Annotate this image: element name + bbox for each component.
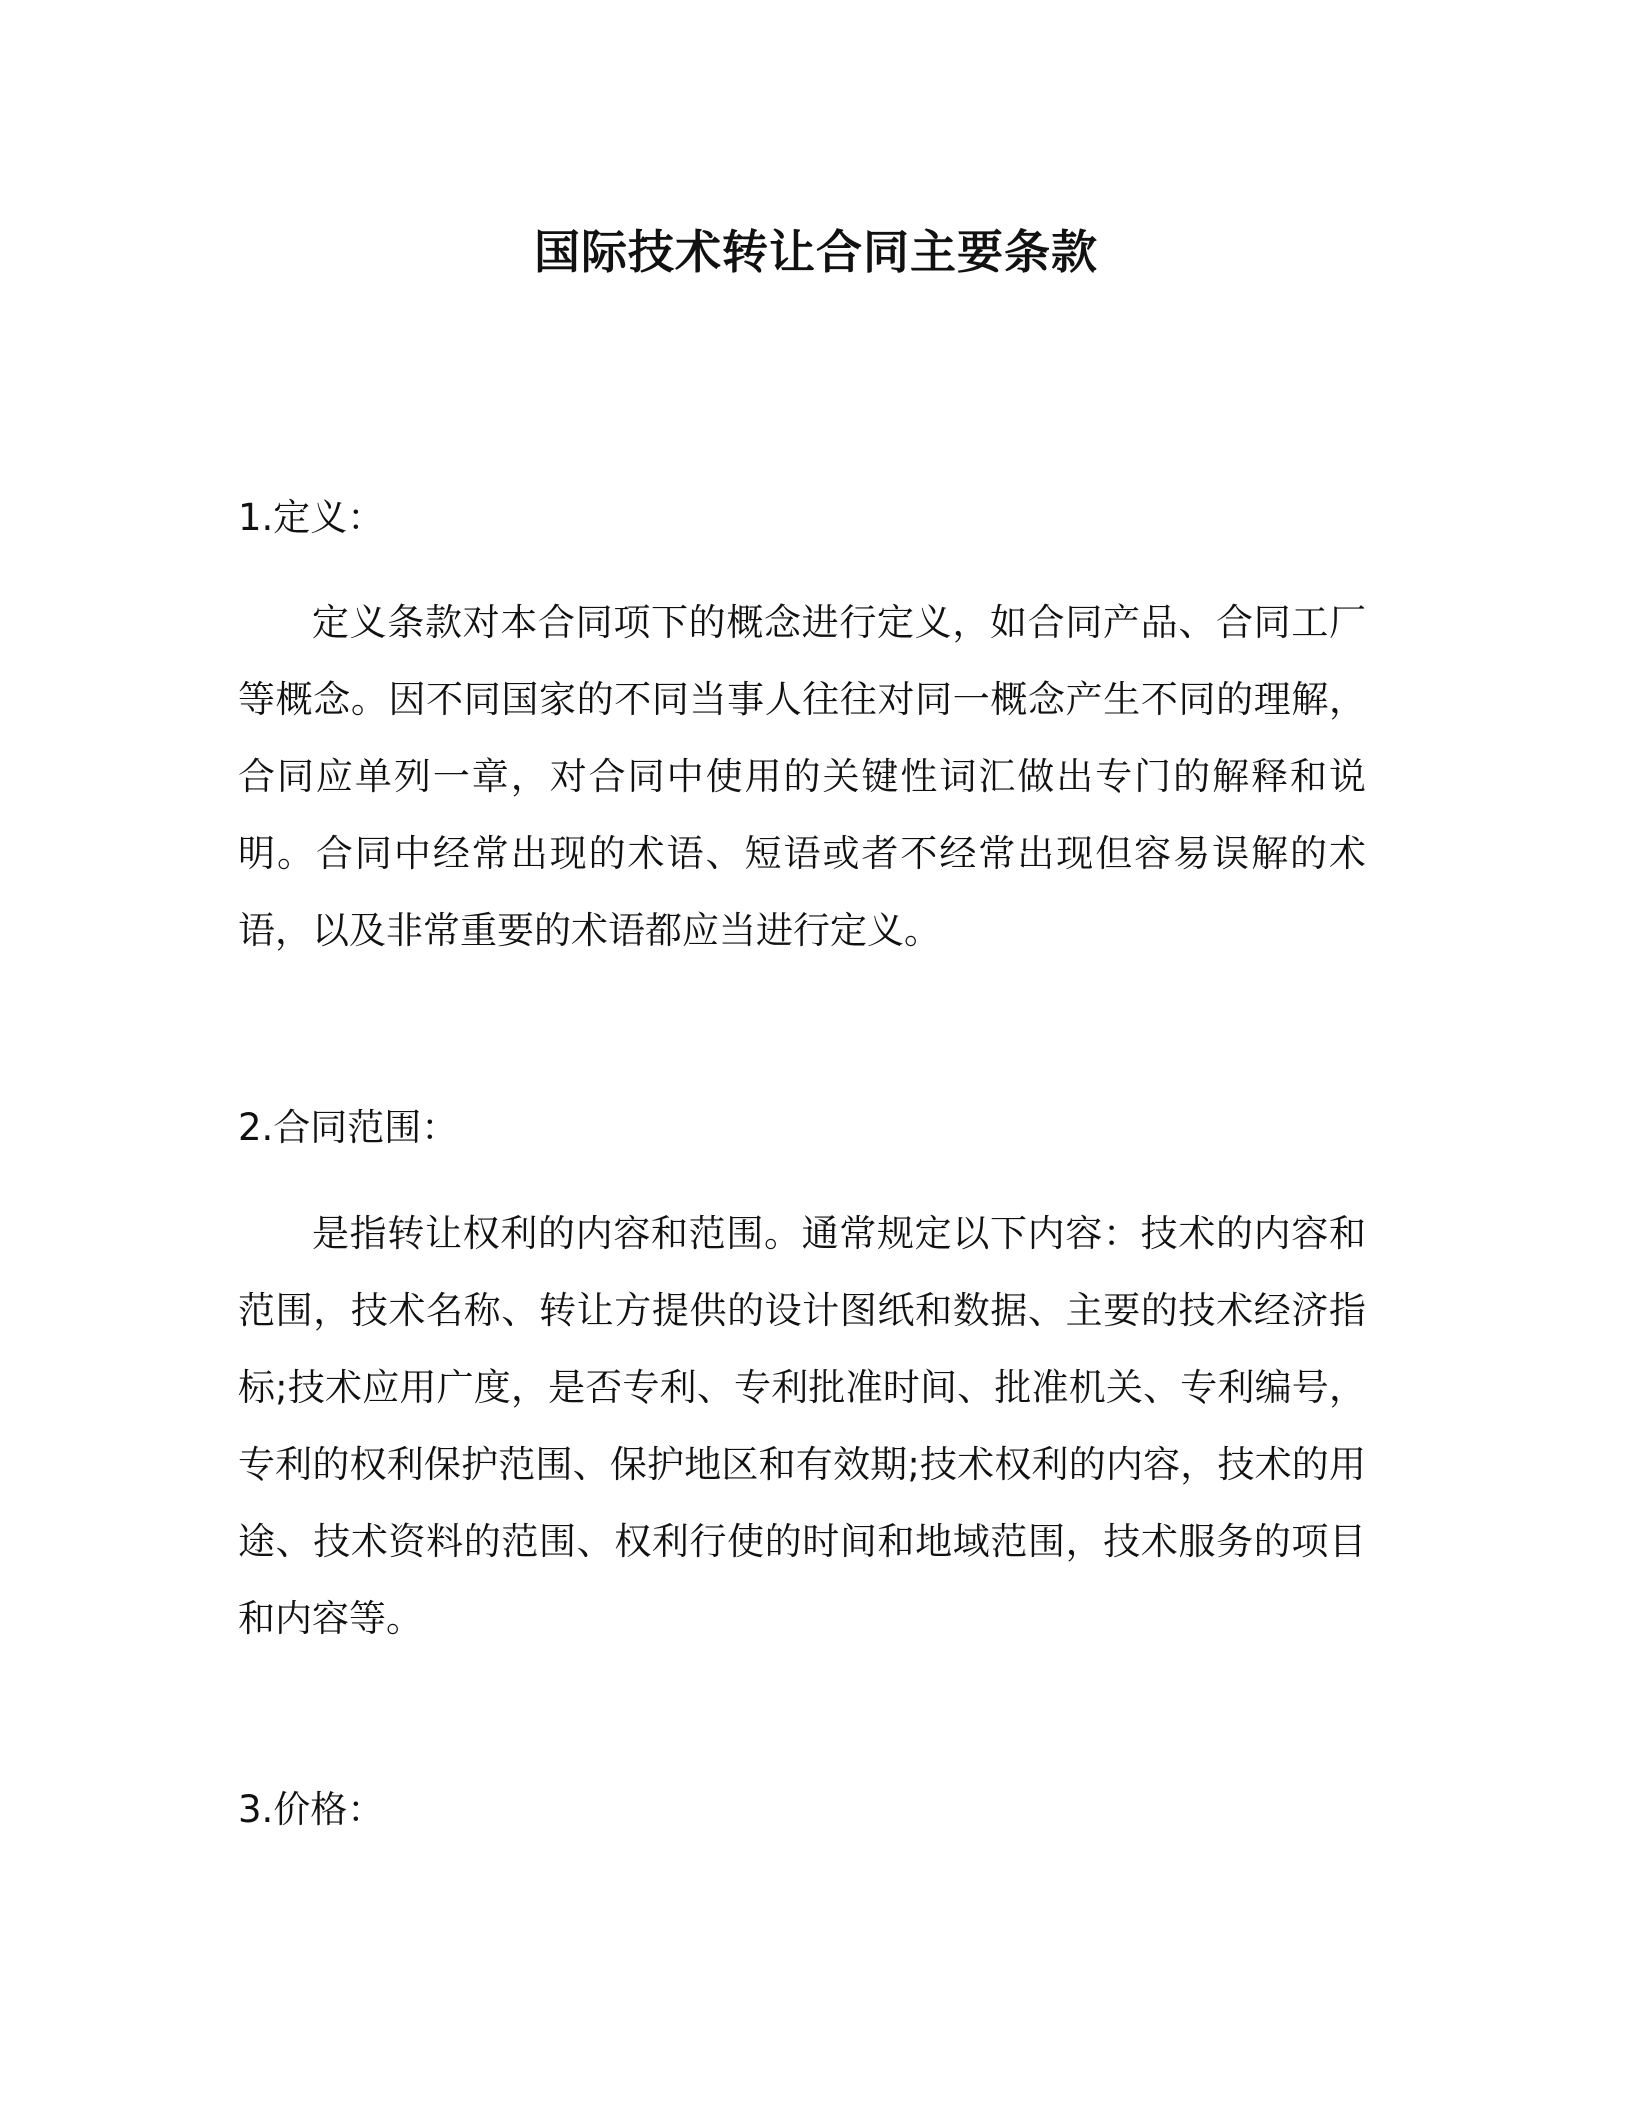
section-body-definition: 定义条款对本合同项下的概念进行定义，如合同产品、合同工厂等概念。因不同国家的不同当事人往往对同一概念产生不同的理解，合同应单列一章，对合同中使用的关键性词汇做出专门的解释和说明。合同中经常出现的术语、短语或者不经常出现但容易误解的术语，以及非常重要的术语都应当进行定义。 xyxy=(238,601,1366,952)
section-heading-scope: 2.合同范围： xyxy=(238,1106,459,1149)
section-body-scope: 是指转让权利的内容和范围。通常规定以下内容：技术的内容和范围，技术名称、转让方提供的设计图纸和数据、主要的技术经济指标;技术应用广度，是否专利、专利批准时间、批准机关、专利编号，专利的权利保护范围、保护地区和有效期;技术权利的内容，技术的用途、技术资料的范围、权利行使的时间和地域范围，技术服务的项目和内容等。 xyxy=(238,1212,1366,1640)
section-heading-definition: 1.定义： xyxy=(238,496,385,539)
document-title: 国际技术转让合同主要条款 xyxy=(534,225,1098,279)
section-heading-price: 3.价格： xyxy=(238,1788,385,1831)
